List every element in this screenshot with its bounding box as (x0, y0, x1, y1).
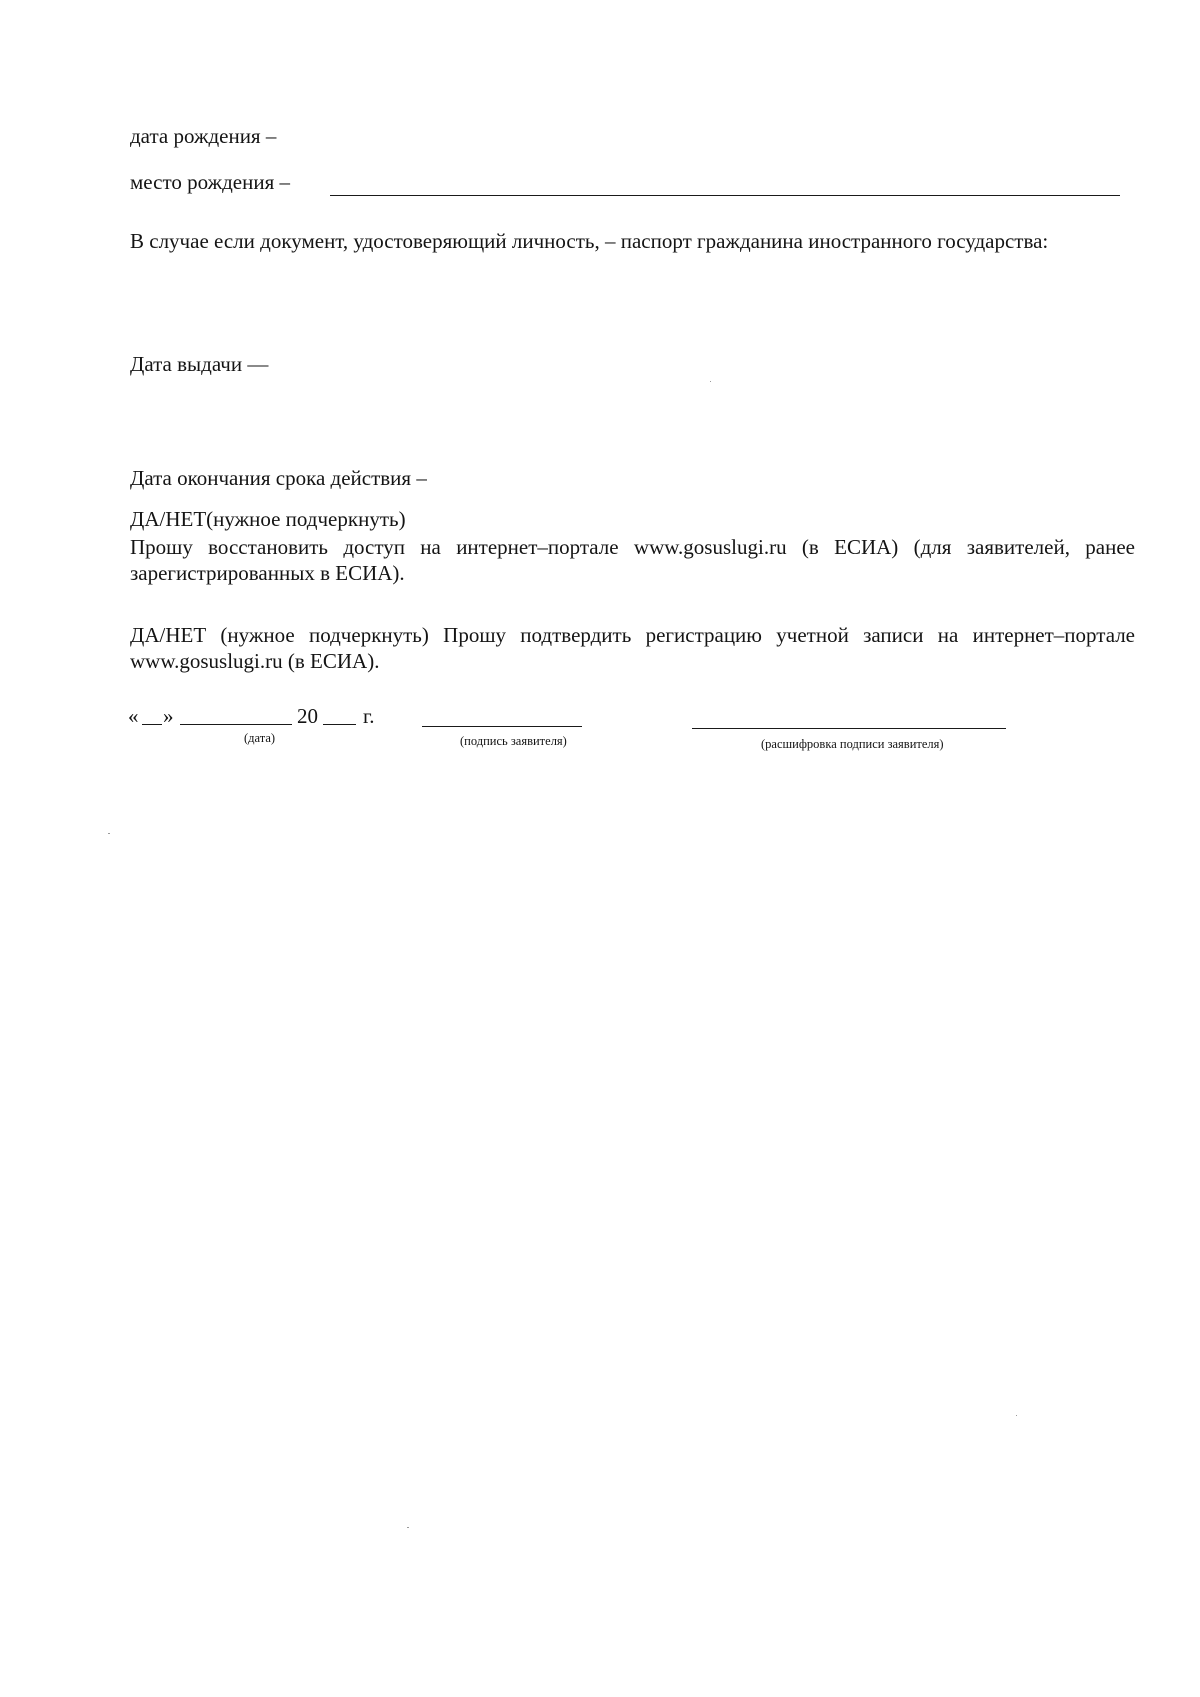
date-caption: (дата) (244, 731, 276, 745)
scan-speck (1016, 1415, 1017, 1416)
expiry-date-label: Дата окончания срока действия – (130, 466, 427, 490)
date-close-quote: » (163, 704, 174, 728)
confirm-request-text: ДА/НЕТ (нужное подчеркнуть) Прошу подтвердить регистрацию учетной записи на интернет–портале www.gosuslugi.ru (в ЕСИА). (130, 623, 1135, 673)
signature-line[interactable] (422, 726, 582, 727)
scan-speck (407, 1527, 409, 1528)
signature-caption: (подпись заявителя) (460, 734, 567, 748)
scan-speck (710, 381, 711, 382)
year-prefix: 20 (297, 704, 318, 728)
signature-decoding-line[interactable] (692, 728, 1006, 729)
date-open-quote: « (128, 704, 139, 728)
birth-place-fill-line[interactable] (330, 195, 1120, 196)
birth-place-label: место рождения – (130, 170, 290, 194)
decoding-caption: (расшифровка подписи заявителя) (761, 737, 944, 751)
foreign-passport-intro: В случае если документ, удостоверяющий личность, – паспорт гражданина иностранного государства: (130, 229, 1049, 253)
year-fill-line[interactable] (323, 724, 356, 725)
restore-choice: ДА/НЕТ(нужное подчеркнуть) (130, 507, 406, 531)
month-fill-line[interactable] (180, 724, 292, 725)
restore-request-text: Прошу восстановить доступ на интернет–портале www.gosuslugi.ru (в ЕСИА) (для заявителей, ранее зарегистрированных в ЕСИА). (130, 535, 1135, 585)
birth-date-label: дата рождения – (130, 124, 277, 148)
year-suffix: г. (363, 704, 375, 728)
issue-date-label: Дата выдачи — (130, 352, 269, 376)
day-fill-line[interactable] (142, 724, 162, 725)
scan-speck (108, 833, 110, 834)
